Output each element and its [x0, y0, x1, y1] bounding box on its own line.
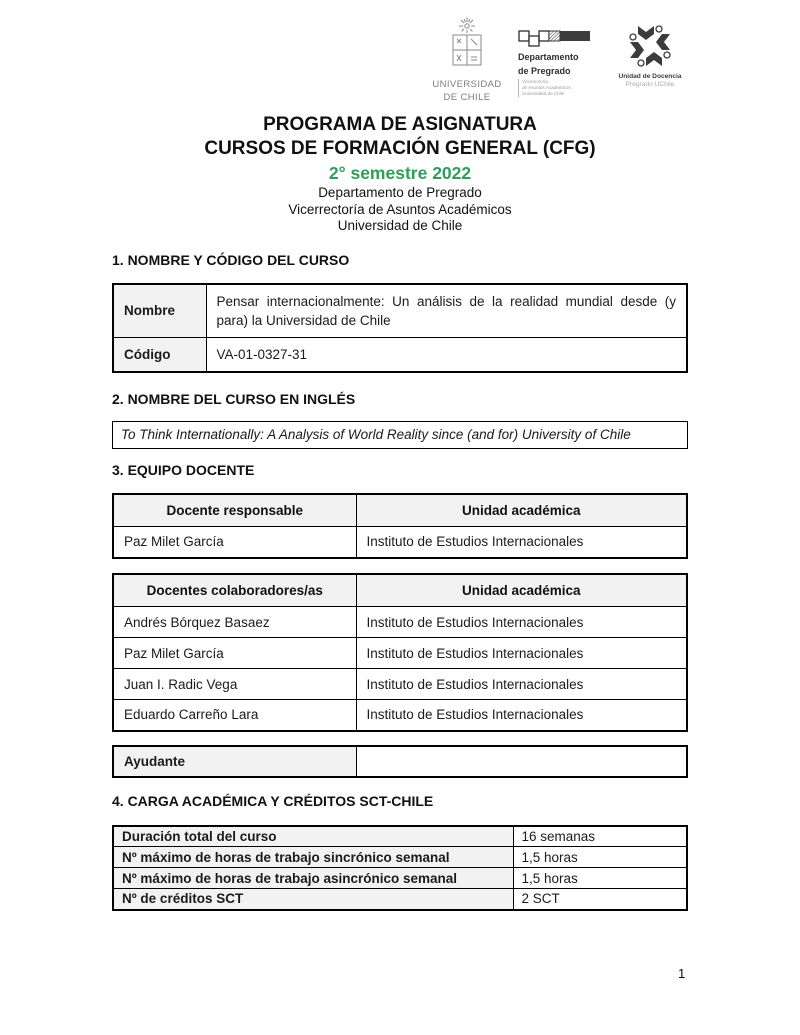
collaborating-teachers-table	[112, 573, 688, 732]
pregrado-logo-subtext	[518, 79, 571, 97]
course-name-code-table	[112, 283, 688, 373]
departamento-pregrado-logo	[518, 15, 600, 97]
table-row	[113, 889, 687, 910]
nombre-value-cell: Pensar internacionalmente: Un análisis de la realidad mundial desde (y para) la Universidad de Chile	[206, 284, 687, 338]
table-row	[113, 746, 687, 777]
section-4-heading: 4. CARGA ACADÉMICA Y CRÉDITOS SCT-CHILE	[112, 792, 434, 809]
table-row	[113, 421, 688, 448]
table-row	[113, 826, 687, 847]
pregrado-logo-title-line2: de Pregrado	[518, 65, 571, 76]
title-block	[112, 113, 688, 235]
table-row	[113, 527, 687, 558]
english-name-cell: To Think Internationally: A Analysis of World Reality since (and for) University of Chile	[113, 421, 688, 448]
colaboradores-header-cell: Docentes colaboradores/as	[113, 574, 356, 607]
page-number: 1	[678, 966, 686, 981]
carga-label-cell: Nº de créditos SCT	[113, 889, 513, 910]
header-logos	[112, 0, 688, 103]
assistant-table	[112, 745, 688, 778]
teacher-unit-cell: Instituto de Estudios Internacionales	[356, 527, 687, 558]
uchile-logo-text-line1: UNIVERSIDAD	[432, 79, 502, 90]
table-row	[113, 669, 687, 700]
semester-subtitle: 2° semestre 2022	[328, 163, 472, 183]
english-name-table	[112, 421, 688, 449]
codigo-label-cell: Código	[113, 338, 206, 372]
teacher-name-cell: Paz Milet García	[113, 638, 356, 669]
unidad-header-cell: Unidad académica	[356, 494, 687, 527]
carga-value-cell: 2 SCT	[513, 889, 687, 910]
subtitle-vicerrectoria: Vicerrectoría de Asuntos Académicos	[288, 201, 512, 217]
carga-value-cell: 1,5 horas	[513, 847, 687, 868]
table-row	[113, 638, 687, 669]
pregrado-sub-line1: Vicerrectoría	[522, 79, 548, 84]
ayudante-label-cell: Ayudante	[113, 746, 356, 777]
responsable-header-cell: Docente responsable	[113, 494, 356, 527]
teacher-name-cell: Paz Milet García	[113, 527, 356, 558]
nombre-label-cell: Nombre	[113, 284, 206, 338]
uchile-shield-icon	[445, 17, 489, 77]
section-3-heading: 3. EQUIPO DOCENTE	[112, 461, 255, 478]
teacher-name-cell: Eduardo Carreño Lara	[113, 700, 356, 731]
teacher-name-cell: Juan I. Radic Vega	[113, 669, 356, 700]
section-2-heading: 2. NOMBRE DEL CURSO EN INGLÉS	[112, 390, 356, 407]
uchile-logo-text-line2: DE CHILE	[443, 92, 491, 103]
section-1-heading: 1. NOMBRE Y CÓDIGO DEL CURSO	[112, 251, 350, 268]
teacher-unit-cell: Instituto de Estudios Internacionales	[356, 669, 687, 700]
academic-load-table	[112, 825, 688, 911]
carga-value-cell: 16 semanas	[513, 826, 687, 847]
ayudante-value-cell	[356, 746, 687, 777]
universidad-de-chile-logo	[428, 15, 506, 103]
docencia-logo-line1: Unidad de Docencia	[618, 73, 682, 80]
teacher-unit-cell: Instituto de Estudios Internacionales	[356, 638, 687, 669]
teacher-unit-cell: Instituto de Estudios Internacionales	[356, 700, 687, 731]
subtitle-department: Departamento de Pregrado	[318, 185, 482, 200]
document-title-line1: PROGRAMA DE ASIGNATURA	[263, 114, 537, 135]
carga-label-cell: Duración total del curso	[113, 826, 513, 847]
carga-value-cell: 1,5 horas	[513, 868, 687, 889]
responsible-teacher-table	[112, 493, 688, 559]
teacher-name-cell: Andrés Bórquez Basaez	[113, 607, 356, 638]
table-row	[113, 338, 687, 372]
subtitle-university: Universidad de Chile	[337, 218, 463, 233]
pregrado-sub-line2: de Asuntos Académicos	[522, 85, 571, 90]
docencia-logo-line2: Pregrado UChile	[625, 81, 675, 88]
table-header-row	[113, 494, 687, 527]
docencia-pinwheel-icon	[625, 21, 675, 71]
pregrado-squares-icon	[518, 29, 592, 49]
pregrado-sub-line3: Universidad de Chile	[522, 91, 565, 96]
unidad-header-cell: Unidad académica	[356, 574, 687, 607]
table-row	[113, 868, 687, 889]
table-header-row	[113, 574, 687, 607]
table-row	[113, 607, 687, 638]
unidad-docencia-logo	[612, 15, 688, 89]
teacher-unit-cell: Instituto de Estudios Internacionales	[356, 607, 687, 638]
codigo-value-cell: VA-01-0327-31	[206, 338, 687, 372]
pregrado-logo-title-line1: Departamento	[518, 52, 579, 62]
table-row	[113, 700, 687, 731]
page-content	[112, 0, 688, 911]
carga-label-cell: Nº máximo de horas de trabajo sincrónico semanal	[113, 847, 513, 868]
table-row	[113, 847, 687, 868]
carga-label-cell: Nº máximo de horas de trabajo asincrónico semanal	[113, 868, 513, 889]
table-row	[113, 284, 687, 338]
document-title-line2: CURSOS DE FORMACIÓN GENERAL (CFG)	[204, 138, 596, 159]
